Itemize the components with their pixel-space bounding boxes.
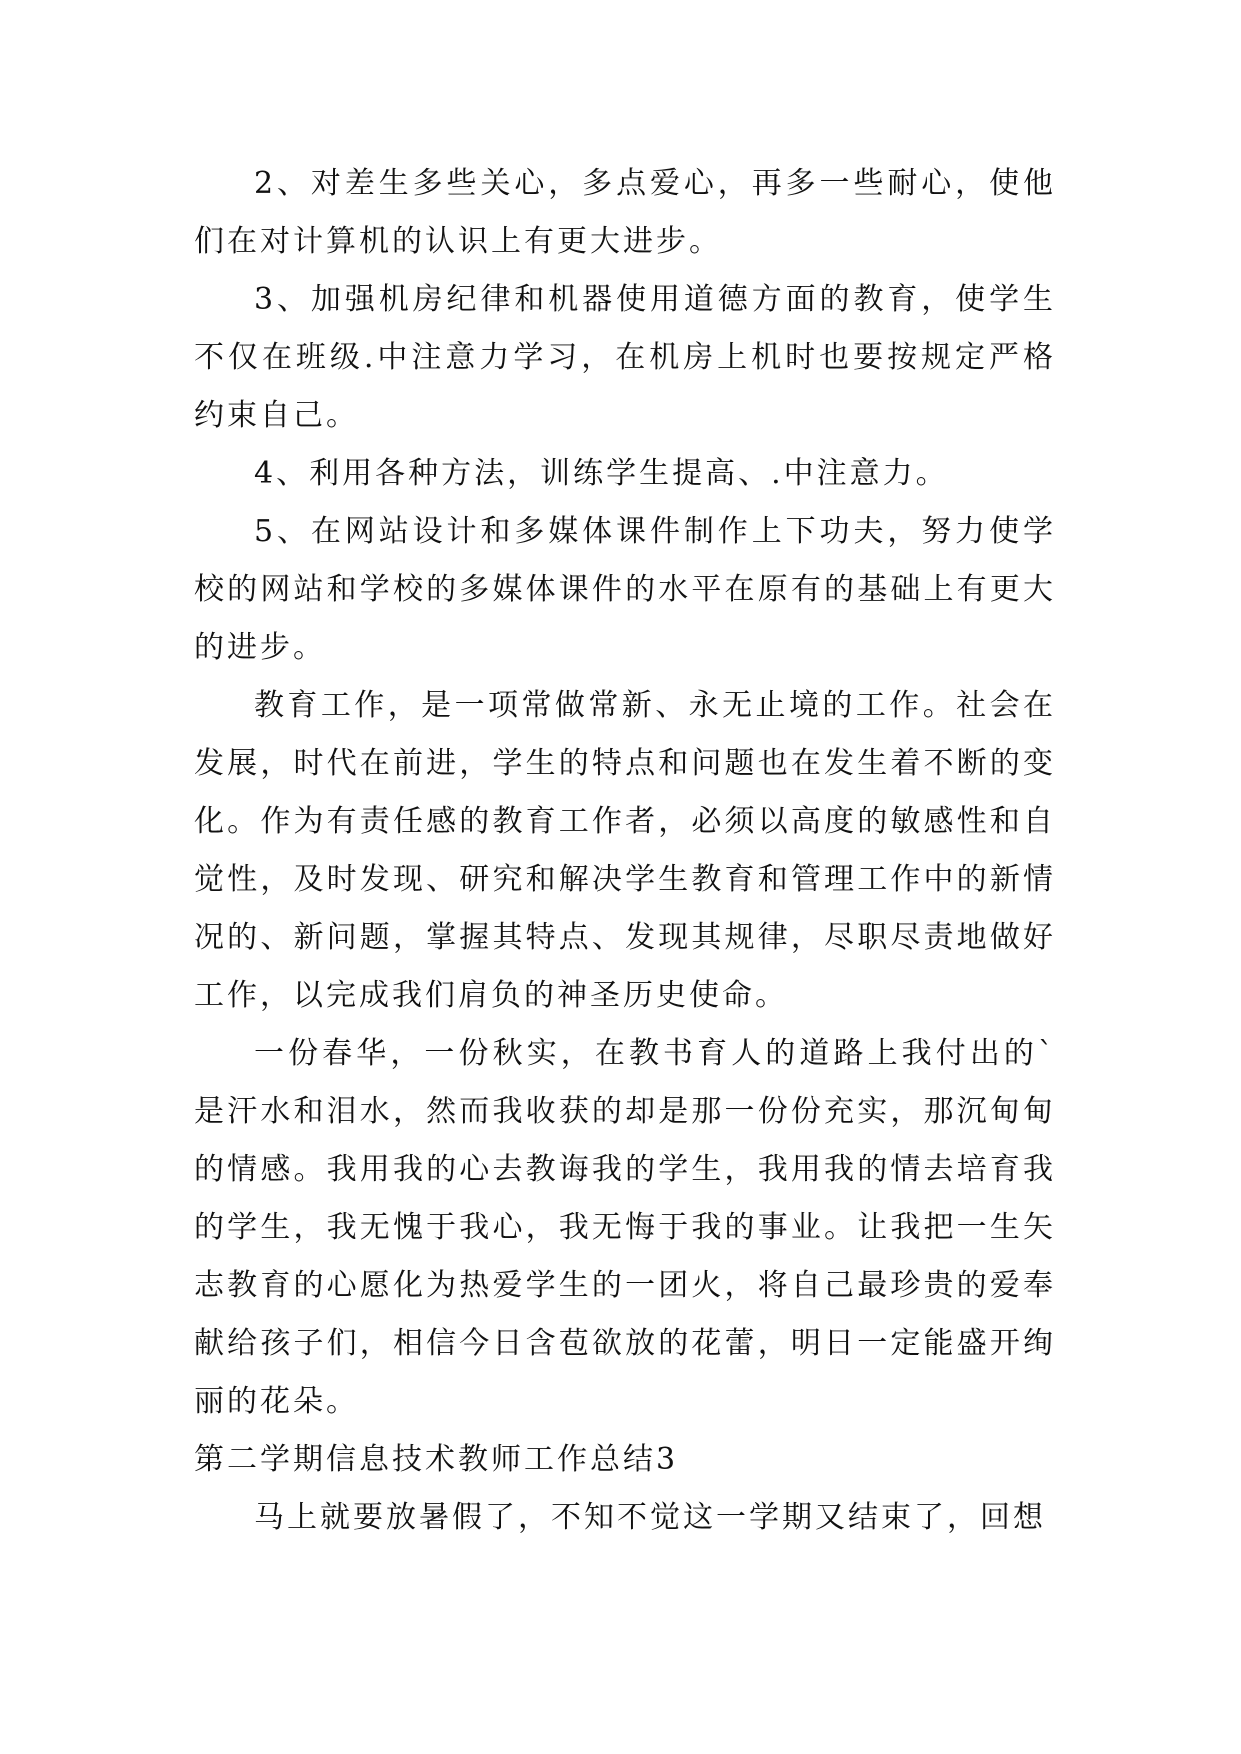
document-body <box>194 155 1056 1547</box>
paragraph-summer-vacation: 马上就要放暑假了，不知不觉这一学期又结束了，回想 <box>254 1500 1046 1535</box>
paragraph-spring-autumn: 一份春华，一份秋实，在教书育人的道路上我付出的`是汗水和泪水，然而我收获的却是那一份份充实，那沉甸甸的情感。我用我的心去教诲我的学生，我用我的情去培育我的学生，我无愧于我心，我无悔于我的事业。让我把一生矢志教育的心愿化为热爱学生的一团火，将自己最珍贵的爱奉献给孩子们，相信今日含苞欲放的花蕾，明日一定能盛开绚丽的花朵。 <box>194 1036 1056 1419</box>
paragraph-item-5: 5、在网站设计和多媒体课件制作上下功夫，努力使学校的网站和学校的多媒体课件的水平在原有的基础上有更大的进步。 <box>194 514 1056 665</box>
paragraph-education-work: 教育工作，是一项常做常新、永无止境的工作。社会在发展，时代在前进，学生的特点和问题也在发生着不断的变化。作为有责任感的教育工作者，必须以高度的敏感性和自觉性，及时发现、研究和解决学生教育和管理工作中的新情况的、新问题，掌握其特点、发现其规律，尽职尽责地做好工作，以完成我们肩负的神圣历史使命。 <box>194 688 1056 1013</box>
paragraph-item-2: 2、对差生多些关心，多点爱心，再多一些耐心，使他们在对计算机的认识上有更大进步。 <box>194 166 1056 259</box>
paragraph-item-3: 3、加强机房纪律和机器使用道德方面的教育，使学生不仅在班级.中注意力学习，在机房上机时也要按规定严格约束自己。 <box>194 282 1056 433</box>
section-title: 第二学期信息技术教师工作总结3 <box>194 1442 679 1477</box>
paragraph-item-4: 4、利用各种方法，训练学生提高、.中注意力。 <box>254 456 949 491</box>
